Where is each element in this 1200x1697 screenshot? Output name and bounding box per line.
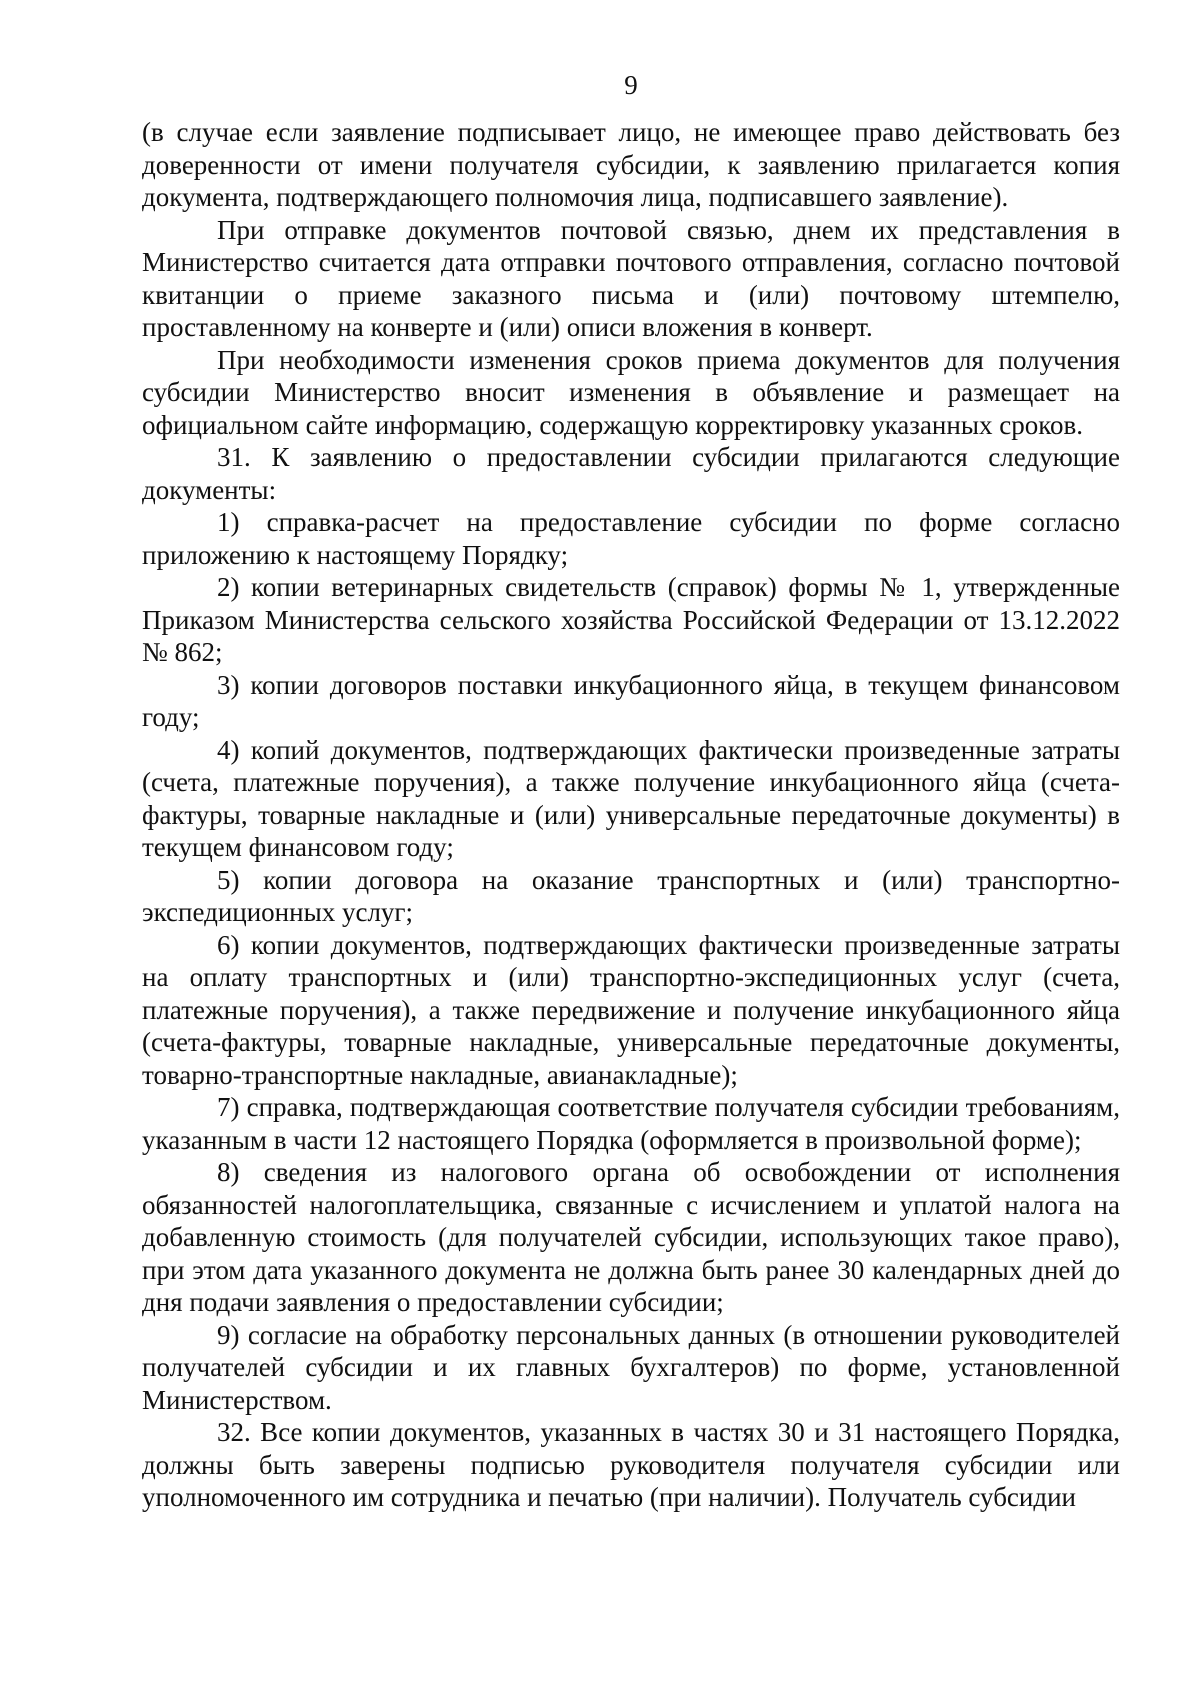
document-body — [142, 116, 1120, 1514]
list-item-1: 1) справка-расчет на предоставление субсидии по форме согласно приложению к настоящему Порядку; — [142, 507, 1120, 570]
list-item-5: 5) копии договора на оказание транспортных и (или) транспортно-экспедиционных услуг; — [142, 864, 1120, 927]
page-number: 9 — [624, 70, 638, 100]
list-item-9: 9) согласие на обработку персональных данных (в отношении руководителей получателей субсидии и их главных бухгалтеров) по форме, установленной Министерством. — [142, 1319, 1120, 1415]
paragraph-postal-submission: При отправке документов почтовой связью, днем их представления в Министерство считается дата отправки почтового отправления, согласно почтовой квитанции о приеме заказного письма и (или) почтовому штемпелю, проставленному на конверте и (или) описи вложения в конверт. — [142, 214, 1120, 342]
paragraph-clause-32: 32. Все копии документов, указанных в частях 30 и 31 настоящего Порядка, должны быть заверены подписью руководителя получателя субсидии или уполномоченного им сотрудника и печатью (при наличии). Получатель субсидии — [142, 1417, 1120, 1512]
list-item-6: 6) копии документов, подтверждающих фактически произведенные затраты на оплату транспортных и (или) транспортно-экспедиционных услуг (счета, платежные поручения), а также передвижение и получение инкубационного яйца (счета-фактуры, товарные накладные, универсальные передаточные документы, товарно-транспортные накладные, авианакладные); — [142, 929, 1120, 1090]
list-item-7: 7) справка, подтверждающая соответствие получателя субсидии требованиям, указанным в части 12 настоящего Порядка (оформляется в произвольной форме); — [142, 1092, 1120, 1155]
list-item-3: 3) копии договоров поставки инкубационного яйца, в текущем финансовом году; — [142, 669, 1120, 732]
list-item-8: 8) сведения из налогового органа об освобождении от исполнения обязанностей налогоплательщика, связанные с исчислением и уплатой налога на добавленную стоимость (для получателей субсидии, использующих такое право), при этом дата указанного документа не должна быть ранее 30 календарных дней до дня подачи заявления о предоставлении субсидии; — [142, 1157, 1120, 1317]
list-item-4: 4) копий документов, подтверждающих фактически произведенные затраты (счета, платежные поручения), а также получение инкубационного яйца (счета-фактуры, товарные накладные и (или) универсальные передаточные документы) в текущем финансовом году; — [142, 734, 1120, 862]
paragraph-clause-31: 31. К заявлению о предоставлении субсидии прилагаются следующие документы: — [142, 442, 1120, 505]
paragraph-continuation: (в случае если заявление подписывает лицо, не имеющее право действовать без доверенности от имени получателя субсидии, к заявлению прилагается копия документа, подтверждающего полномочия лица, подписавшего заявление). — [142, 117, 1120, 212]
paragraph-deadline-change: При необходимости изменения сроков приема документов для получения субсидии Министерство вносит изменения в объявление и размещает на официальном сайте информацию, содержащую корректировку указанных сроков. — [142, 344, 1120, 440]
list-item-2: 2) копии ветеринарных свидетельств (справок) формы № 1, утвержденные Приказом Министерства сельского хозяйства Российской Федерации от 13.12.2022 № 862; — [142, 572, 1120, 667]
